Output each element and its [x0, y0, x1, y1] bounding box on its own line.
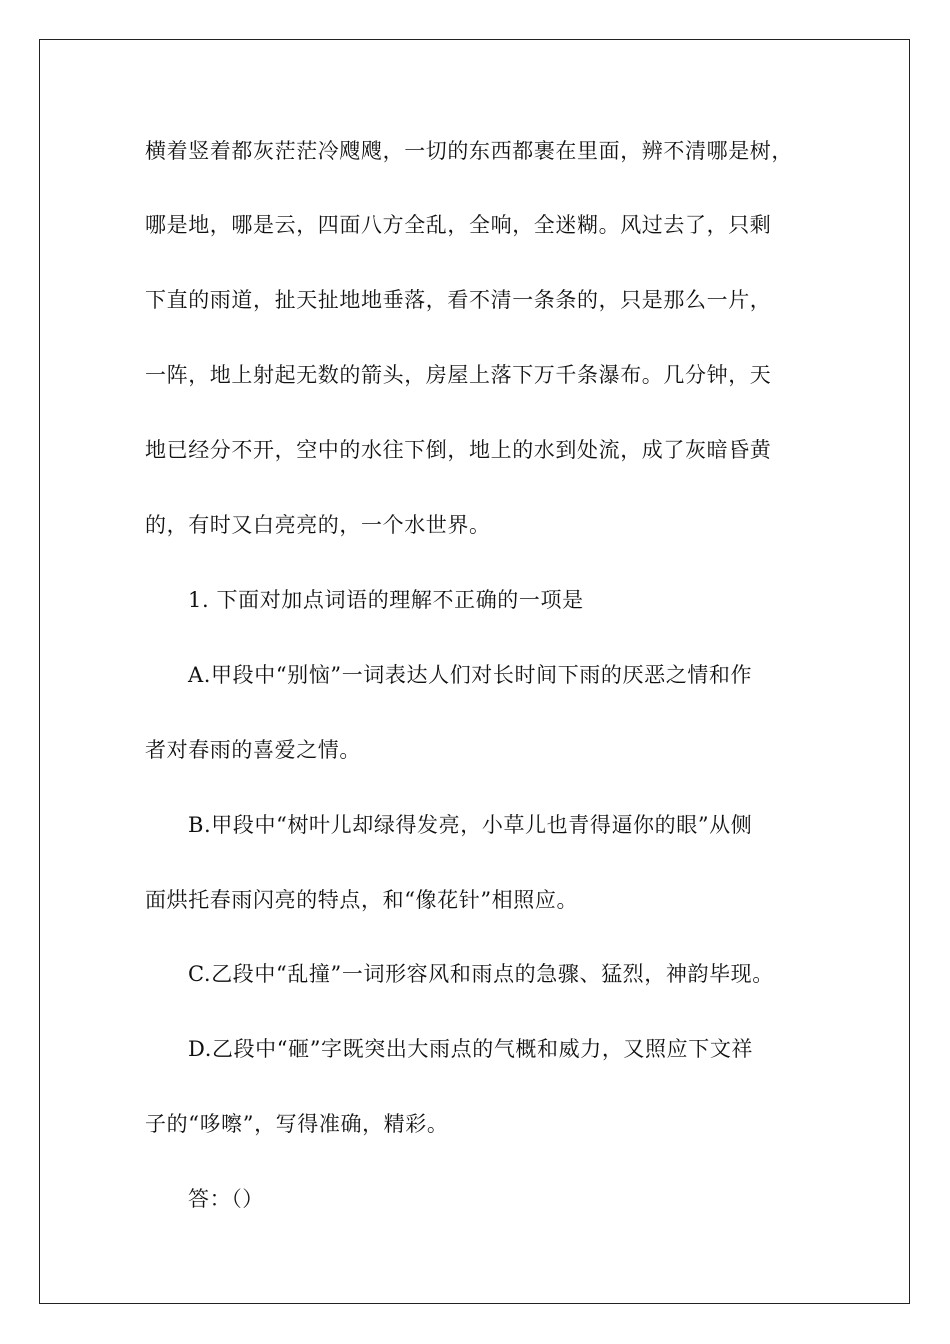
paragraph-line: 地已经分不开，空中的水往下倒，地上的水到处流，成了灰暗昏黄 — [145, 438, 772, 462]
paragraph-line: 横着竖着都灰茫茫冷飕飕，一切的东西都裹在里面，辨不清哪是树， — [145, 139, 793, 163]
option-a: A.甲段中“别恼”一词表达人们对长时间下雨的厌恶之情和作 — [188, 663, 753, 687]
option-b-continuation: 面烘托春雨闪亮的特点，和“像花针”相照应。 — [145, 888, 579, 912]
option-a-continuation: 者对春雨的喜爱之情。 — [145, 738, 361, 762]
paragraph-line: 的，有时又白亮亮的，一个水世界。 — [145, 513, 491, 537]
question-stem: 1. 下面对加点词语的理解不正确的一项是 — [188, 588, 584, 612]
paragraph-line: 一阵，地上射起无数的箭头，房屋上落下万千条瀑布。几分钟，天 — [145, 363, 772, 387]
paragraph-line: 下直的雨道，扯天扯地地垂落，看不清一条条的，只是那么一片， — [145, 288, 772, 312]
option-b: B.甲段中“树叶儿却绿得发亮，小草儿也青得逼你的眼”从侧 — [188, 813, 753, 837]
answer-line: 答：（） — [188, 1187, 264, 1211]
option-c: C.乙段中“乱撞”一词形容风和雨点的急骤、猛烈，神韵毕现。 — [188, 962, 774, 986]
option-d-continuation: 子的“哆嚓”，写得准确，精彩。 — [145, 1112, 449, 1136]
option-d: D.乙段中“砸”字既突出大雨点的气概和威力，又照应下文祥 — [188, 1037, 754, 1061]
paragraph-line: 哪是地，哪是云，四面八方全乱，全响，全迷糊。风过去了，只剩 — [145, 213, 772, 237]
